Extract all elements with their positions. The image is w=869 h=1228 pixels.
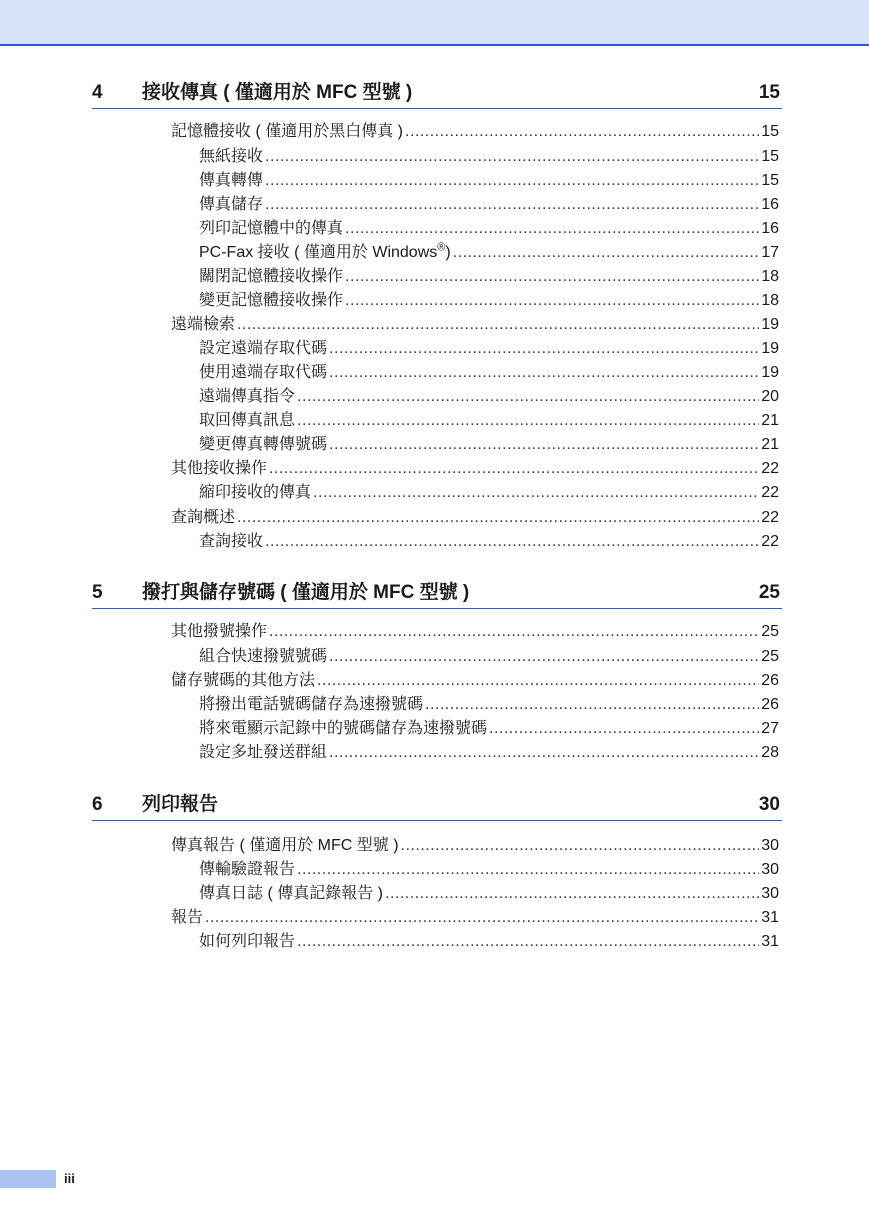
registered-mark: ® [437,241,446,254]
toc-entry-page: 31 [761,933,779,950]
chapter-title: 撥打與儲存號碼 ( 僅適用於 MFC 型號 ) [142,582,470,603]
toc-entry-label: 關閉記憶體接收操作 [199,268,344,285]
chapter-number: 4 [92,82,103,103]
toc-entry-label: 傳真報告 ( 僅適用於 MFC 型號 ) [171,837,399,854]
header-band [0,0,869,46]
toc-entry[interactable] [199,410,779,432]
toc-entry-label: 取回傳真訊息 [199,412,296,429]
toc-entry[interactable] [199,362,779,384]
leader-dots [329,434,759,456]
toc-entry[interactable] [171,507,779,529]
toc-entry[interactable] [199,434,779,456]
leader-dots [329,338,759,360]
toc-entry-page: 30 [761,861,779,878]
toc-entry-label: 傳真轉傳 [199,172,264,189]
toc-entry[interactable] [199,242,779,264]
chapter-heading-6 [92,790,782,821]
toc-entry[interactable] [171,907,779,929]
leader-dots [345,218,759,240]
toc-entry-label: 使用遠端存取代碼 [199,364,328,381]
leader-dots [401,835,760,857]
leader-dots [265,170,759,192]
toc-entry-label [199,242,453,264]
leader-dots [205,907,759,929]
toc-entry[interactable] [199,218,779,240]
chapter-heading-5 [92,578,782,609]
leader-dots [297,859,759,881]
toc-entry-page: 31 [761,909,779,926]
toc-entry[interactable] [199,859,779,881]
toc-entry-label: 如何列印報告 [199,933,296,950]
toc-entry-label: 變更傳真轉傳號碼 [199,436,328,453]
leader-dots [329,646,759,668]
toc-entry[interactable] [199,694,779,716]
toc-entry-label: 變更記憶體接收操作 [199,292,344,309]
leader-dots [313,482,759,504]
toc-entry-page: 15 [761,148,779,165]
toc-entry-page: 16 [761,220,779,237]
toc-entry[interactable] [199,290,779,312]
leader-dots [269,621,759,643]
toc-entry-label: 列印記憶體中的傳真 [199,220,344,237]
toc-entry-label: 查詢概述 [171,509,236,526]
toc-entry[interactable] [199,194,779,216]
chapter-number: 5 [92,582,103,603]
toc-entry-label: 將來電顯示記錄中的號碼儲存為速撥號碼 [199,720,488,737]
page-number: iii [64,1171,75,1186]
chapter-title: 接收傳真 ( 僅適用於 MFC 型號 ) [142,82,413,103]
toc-entry[interactable] [199,646,779,668]
leader-dots [237,314,759,336]
toc-entry-page: 22 [761,484,779,501]
toc-entry[interactable] [171,314,779,336]
toc-entry-label: 遠端傳真指令 [199,388,296,405]
toc-entry-label: 傳真日誌 ( 傳真記錄報告 ) [199,885,383,902]
leader-dots [265,531,759,553]
toc-entry-page: 19 [761,364,779,381]
leader-dots [317,670,759,692]
toc-entry-page: 15 [761,123,779,140]
toc-entry-label: 縮印接收的傳真 [199,484,312,501]
toc-entry[interactable] [199,266,779,288]
toc-entry-label: 記憶體接收 ( 僅適用於黑白傳真 ) [171,123,403,140]
leader-dots [329,742,759,764]
toc-entry-label: 設定多址發送群組 [199,744,328,761]
toc-entry-page: 17 [761,244,779,261]
toc-entry-page: 22 [761,509,779,526]
toc-entry-page: 21 [761,436,779,453]
toc-entry-label-end: ) [445,244,451,261]
toc-entry-page: 25 [761,623,779,640]
toc-entry[interactable] [199,931,779,953]
toc-entry[interactable] [171,121,779,143]
leader-dots [237,507,759,529]
toc-entry-page: 25 [761,648,779,665]
toc-entry[interactable] [199,338,779,360]
chapter-page: 30 [758,794,780,815]
toc-entry[interactable] [199,718,779,740]
toc-entry-label: 報告 [171,909,204,926]
toc-entry[interactable] [199,742,779,764]
toc-entry-label: 其他接收操作 [171,460,268,477]
toc-entry-label: 傳輸驗證報告 [199,861,296,878]
toc-entry-page: 20 [761,388,779,405]
toc-entry-label: 將撥出電話號碼儲存為速撥號碼 [199,696,424,713]
toc-entry-page: 26 [761,696,779,713]
toc-entry[interactable] [171,835,779,857]
chapter-number: 6 [92,794,103,815]
leader-dots [453,242,760,264]
toc-entry-page: 21 [761,412,779,429]
toc-entry[interactable] [199,146,779,168]
toc-entry-page: 22 [761,460,779,477]
leader-dots [385,883,759,905]
footer-band [0,1170,56,1188]
leader-dots [265,194,759,216]
toc-entry-label: 遠端檢索 [171,316,236,333]
toc-entry-label: 無紙接收 [199,148,264,165]
leader-dots [329,362,759,384]
toc-entry-page: 15 [761,172,779,189]
toc-entry-page: 22 [761,533,779,550]
toc-entry[interactable] [171,670,779,692]
toc-entry-label: 儲存號碼的其他方法 [171,672,316,689]
toc-entry[interactable] [199,531,779,553]
leader-dots [345,290,759,312]
toc-entry[interactable] [171,458,779,480]
toc-entry-page: 16 [761,196,779,213]
leader-dots [425,694,759,716]
leader-dots [297,410,759,432]
toc-entry-page: 26 [761,672,779,689]
toc-entry-label: 傳真儲存 [199,196,264,213]
chapter-page: 15 [758,82,780,103]
toc-entry[interactable] [171,621,779,643]
toc-entry-page: 27 [761,720,779,737]
chapter-title: 列印報告 [142,794,219,815]
toc-entry-label: 查詢接收 [199,533,264,550]
toc-entry[interactable] [199,482,779,504]
toc-entry[interactable] [199,883,779,905]
leader-dots [405,121,759,143]
leader-dots [345,266,759,288]
leader-dots [489,718,759,740]
toc-entry-page: 28 [761,744,779,761]
chapter-heading-4 [92,78,782,109]
toc-entry-page: 30 [761,885,779,902]
leader-dots [265,146,759,168]
toc-entry-page: 19 [761,316,779,333]
toc-entry-page: 18 [761,268,779,285]
chapter-page: 25 [758,582,780,603]
toc-entry-label-main: PC-Fax 接收 ( 僅適用於 Windows [199,244,438,261]
toc-entry-label: 其他撥號操作 [171,623,268,640]
leader-dots [269,458,759,480]
toc-entry-label: 設定遠端存取代碼 [199,340,328,357]
toc-entry-page: 18 [761,292,779,309]
toc-entry[interactable] [199,170,779,192]
toc-entry-page: 19 [761,340,779,357]
leader-dots [297,931,759,953]
leader-dots [297,386,759,408]
toc-entry[interactable] [199,386,779,408]
toc-entry-label: 組合快速撥號號碼 [199,648,328,665]
toc-entry-page: 30 [761,837,779,854]
